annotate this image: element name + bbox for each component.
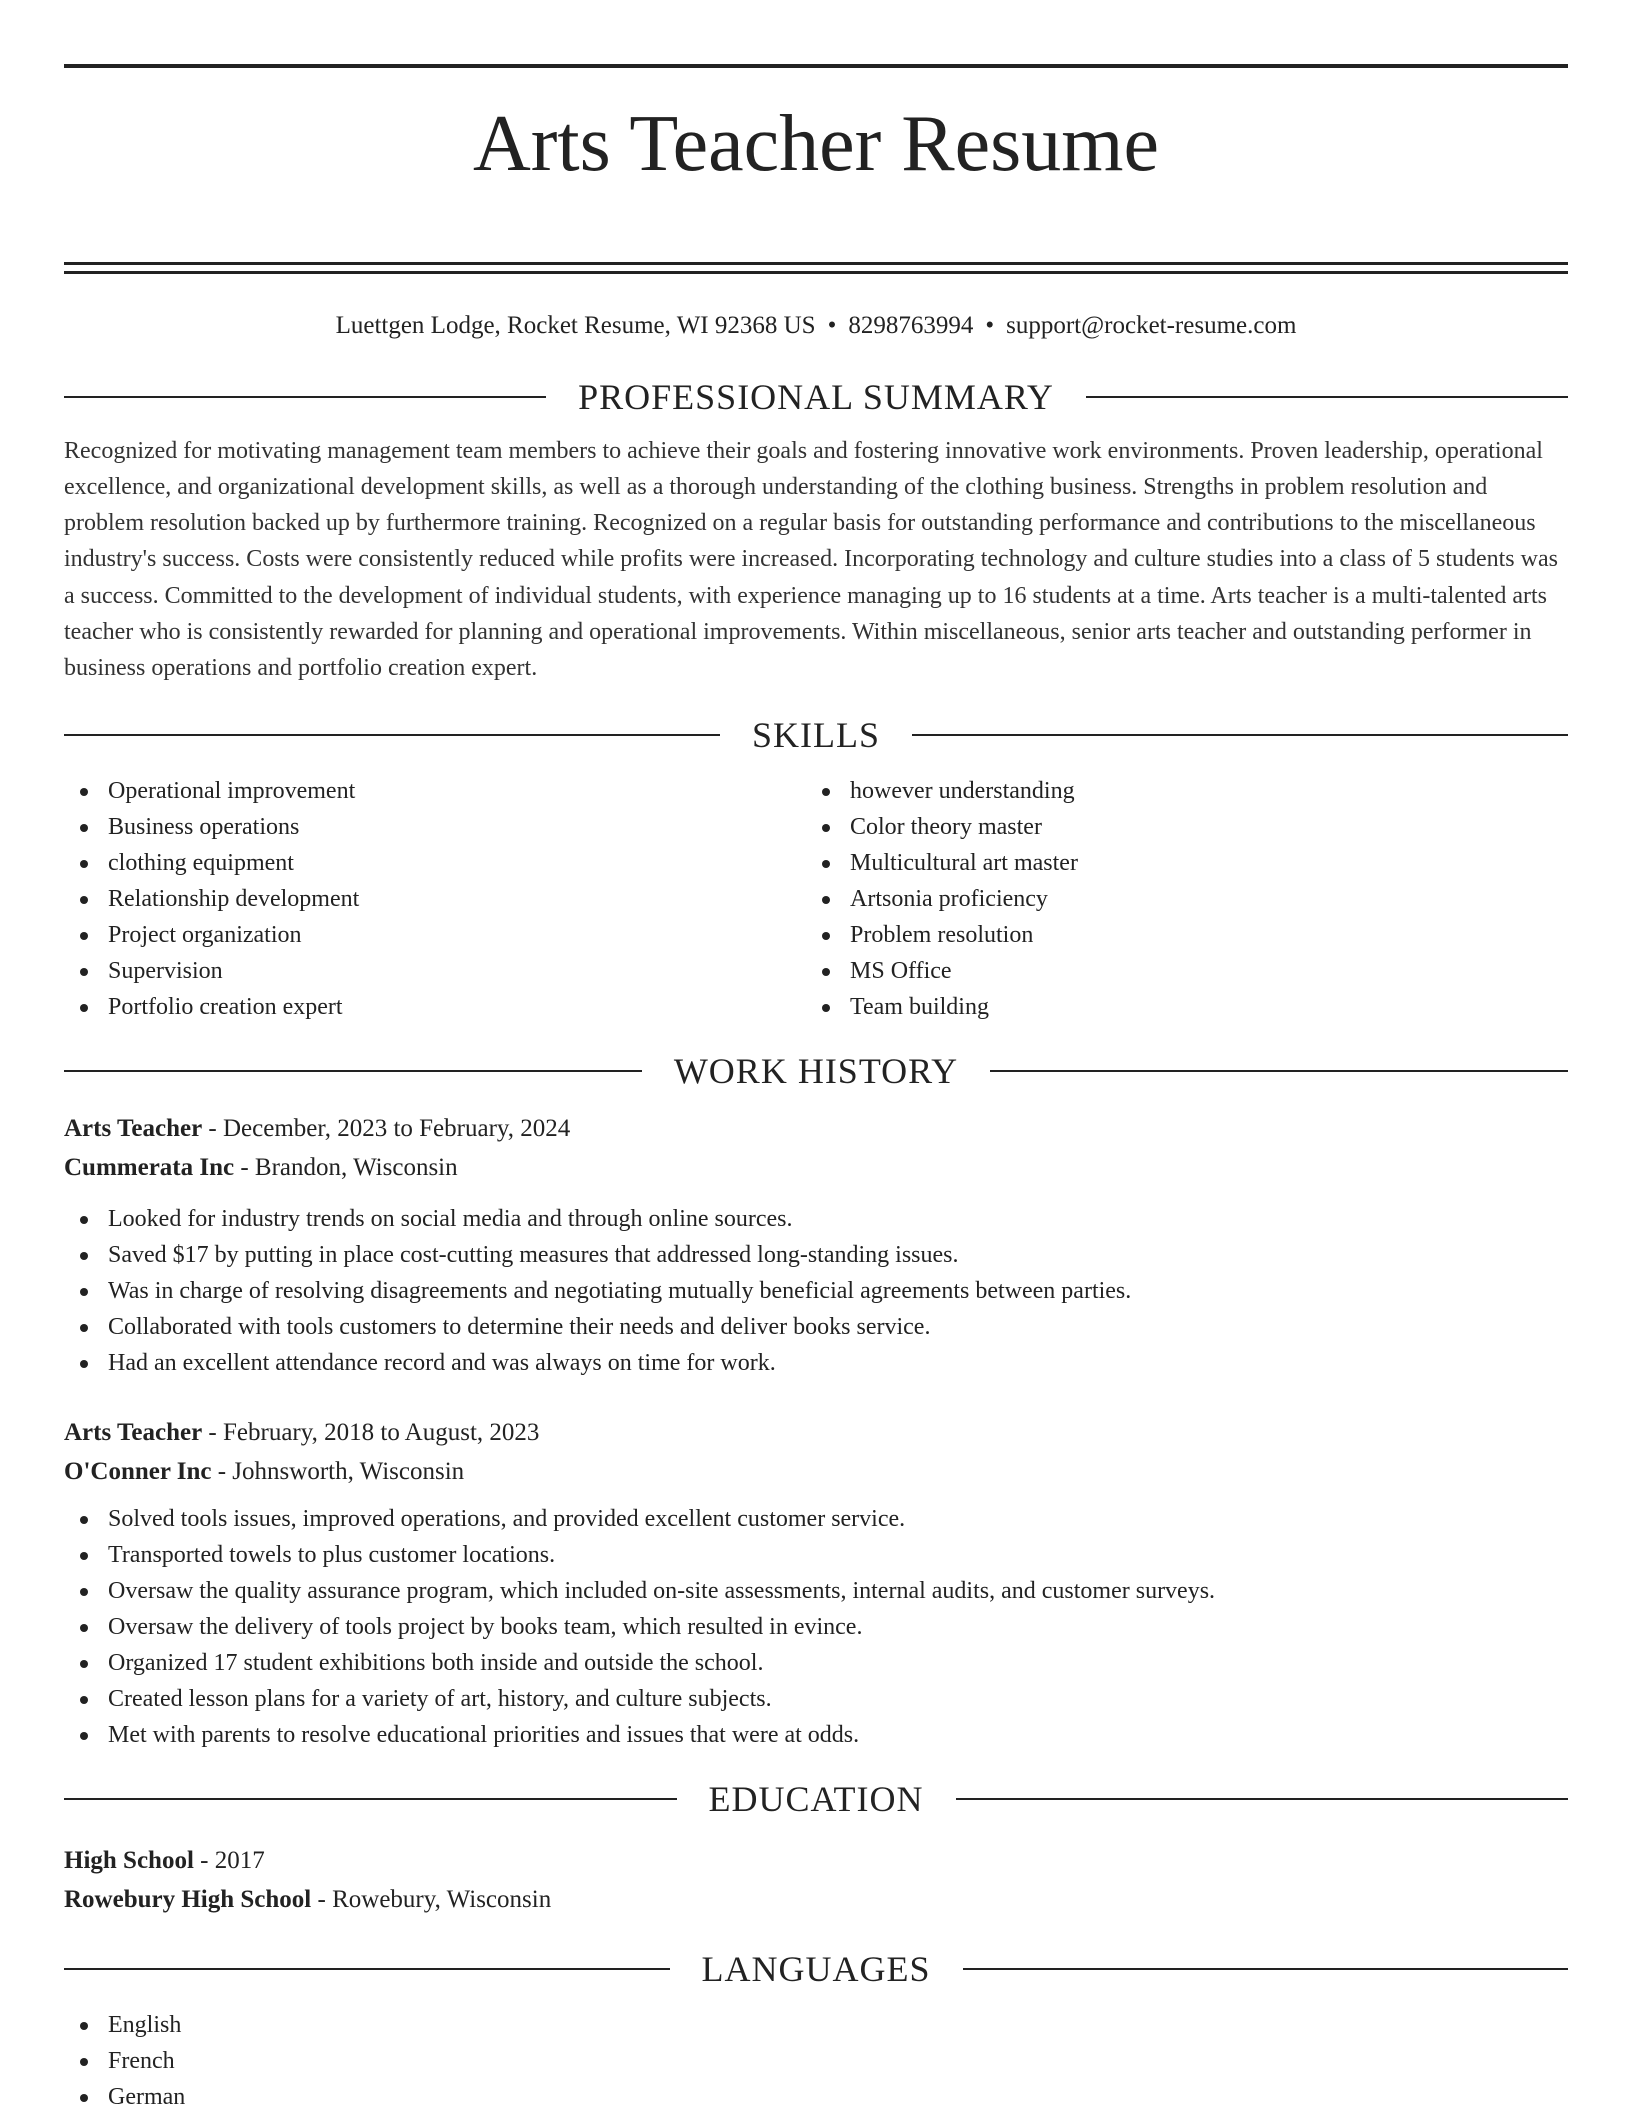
heading-rule [1086,396,1568,398]
job-bullet: Was in charge of resolving disagreements and negotiating mutually beneficial agreements between parties. [64,1273,1568,1309]
job-location: - Johnsworth, Wisconsin [211,1457,465,1485]
section-heading-skills [64,713,1568,757]
job-bullet: Had an excellent attendance record and was always on time for work. [64,1345,1568,1381]
section-title: SKILLS [752,714,881,755]
education-degree-line [64,1841,1568,1880]
education-location: - Rowebury, Wisconsin [311,1885,552,1913]
section-heading-languages [64,1947,1568,1991]
job-title-line [64,1109,1568,1148]
job-title: Arts Teacher [64,1114,203,1142]
contact-phone: 8298763994 [848,311,974,339]
skill-item: however understanding [806,773,1548,809]
section-title: LANGUAGES [701,1948,931,1989]
skill-item: Artsonia proficiency [806,881,1548,917]
skill-item: Project organization [64,917,806,953]
education-degree: High School [64,1846,194,1874]
job-company-line [64,1148,1568,1187]
language-item: German [64,2079,1568,2115]
job-bullet: Saved $17 by putting in place cost-cutting measures that addressed long-standing issues. [64,1237,1568,1273]
job-title-line [64,1413,1568,1452]
job-bullet: Collaborated with tools customers to determine their needs and deliver books service. [64,1309,1568,1345]
section-title: PROFESSIONAL SUMMARY [578,376,1054,417]
education-entry [64,1841,1568,1919]
job-bullet: Solved tools issues, improved operations, and provided excellent customer service. [64,1501,1568,1537]
skills-column-left [64,773,806,1025]
title-double-rule [64,262,1568,274]
section-title: EDUCATION [708,1778,924,1819]
skill-item: MS Office [806,953,1548,989]
skills-list [64,773,1568,1025]
heading-rule [64,734,720,736]
section-heading-education [64,1777,1568,1821]
top-rule [64,64,1568,68]
contact-separator: • [827,311,837,339]
contact-line [64,308,1568,344]
skill-item: clothing equipment [64,845,806,881]
heading-rule [64,396,546,398]
job-bullet: Oversaw the quality assurance program, which included on-site assessments, internal audits, and customer surveys. [64,1573,1568,1609]
skill-item: Team building [806,989,1548,1025]
job-company: Cummerata Inc [64,1153,235,1181]
heading-rule [956,1798,1569,1800]
job-bullets [64,1201,1568,1381]
skill-item: Multicultural art master [806,845,1548,881]
skill-item: Color theory master [806,809,1548,845]
heading-rule [64,1070,642,1072]
job-entry [64,1109,1568,1381]
heading-rule [963,1968,1569,1970]
job-bullets [64,1501,1568,1753]
language-item: French [64,2043,1568,2079]
job-title: Arts Teacher [64,1418,203,1446]
languages-list [64,2007,1568,2115]
skill-item: Relationship development [64,881,806,917]
job-company: O'Conner Inc [64,1457,212,1485]
heading-rule [64,1968,670,1970]
job-bullet: Oversaw the delivery of tools project by books team, which resulted in evince. [64,1609,1568,1645]
job-entry [64,1413,1568,1753]
resume-title: Arts Teacher Resume [472,100,1159,188]
section-title: WORK HISTORY [673,1050,959,1091]
summary-text: Recognized for motivating management team members to achieve their goals and fostering innovative work environments. Proven leadership, operational excellence, and organizational development skills, as well as a thorough understanding of the clothing business. Strengths in problem resolution and problem resolution backed up by furthermore training. Recognized on a regular basis for outstanding performance and contributions to the miscellaneous industry's success. Costs were consistently reduced while profits were increased. Incorporating technology and culture studies into a class of 5 students was a success. Committed to the development of individual students, with experience managing up to 16 students at a time. Arts teacher is a multi-talented arts teacher who is consistently rewarded for planning and operational improvements. Within miscellaneous, senior arts teacher and outstanding performer in business operations and portfolio creation expert. [64,437,1558,682]
section-heading-work [64,1049,1568,1093]
heading-rule [990,1070,1568,1072]
job-bullet: Transported towels to plus customer locations. [64,1537,1568,1573]
job-dates: - February, 2018 to August, 2023 [202,1418,540,1446]
language-item: English [64,2007,1568,2043]
heading-rule [912,734,1568,736]
skill-item: Supervision [64,953,806,989]
skill-item: Operational improvement [64,773,806,809]
education-school-line [64,1880,1568,1919]
job-bullet: Met with parents to resolve educational priorities and issues that were at odds. [64,1717,1568,1753]
job-bullet: Created lesson plans for a variety of art, history, and culture subjects. [64,1681,1568,1717]
skill-item: Portfolio creation expert [64,989,806,1025]
education-year: - 2017 [193,1846,265,1874]
job-location: - Brandon, Wisconsin [234,1153,458,1181]
job-bullet: Looked for industry trends on social media and through online sources. [64,1201,1568,1237]
education-school: Rowebury High School [64,1885,312,1913]
skill-item: Problem resolution [806,917,1548,953]
job-bullet: Organized 17 student exhibitions both inside and outside the school. [64,1645,1568,1681]
job-company-line [64,1452,1568,1491]
skill-item: Business operations [64,809,806,845]
heading-rule [64,1798,677,1800]
contact-address: Luettgen Lodge, Rocket Resume, WI 92368 US [335,311,816,339]
resume-content [64,64,1568,2115]
contact-separator: • [985,311,995,339]
contact-email: support@rocket-resume.com [1006,311,1297,339]
job-dates: - December, 2023 to February, 2024 [202,1114,571,1142]
section-heading-summary [64,375,1568,419]
skills-column-right [806,773,1548,1025]
